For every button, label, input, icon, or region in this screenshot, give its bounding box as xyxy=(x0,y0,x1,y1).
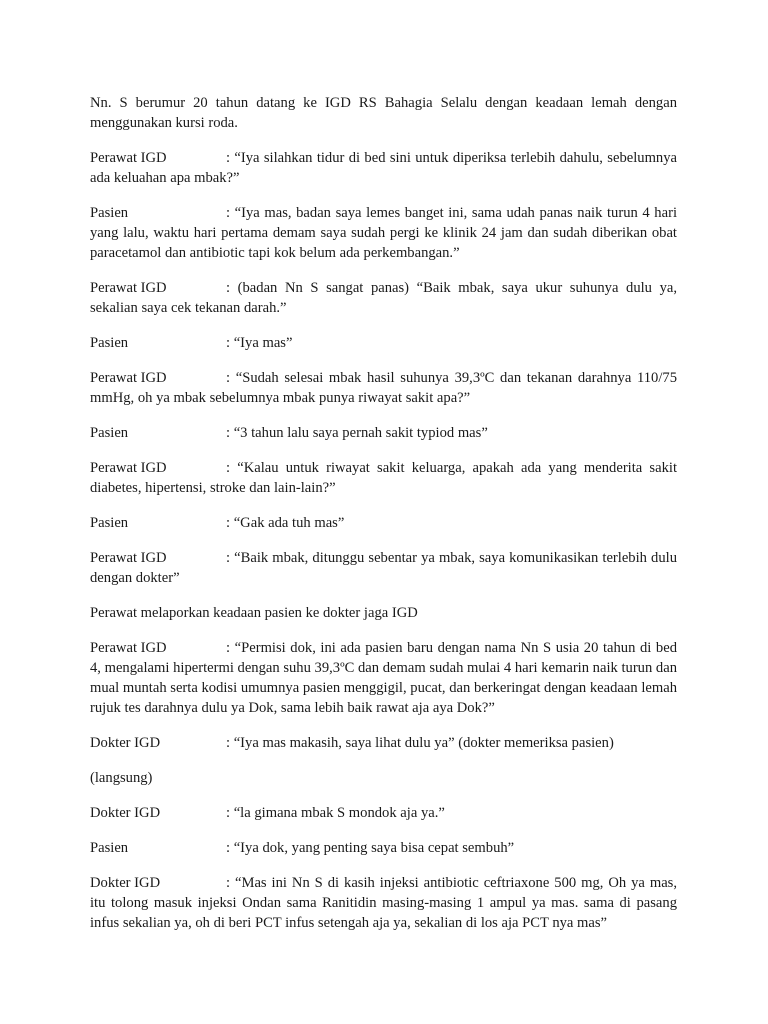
dialogue-line xyxy=(90,278,677,318)
dialogue-line xyxy=(90,873,677,933)
dialogue-line xyxy=(90,368,677,408)
dialogue-text: : “Iya silahkan tidur di bed sini untuk diperiksa terlebih dahulu, sebelumnya ada keluahan apa mbak?” xyxy=(90,150,677,186)
document-body xyxy=(90,93,677,948)
speaker-label: Pasien xyxy=(90,205,129,221)
speaker-label: Perawat IGD xyxy=(90,280,167,296)
dialogue-line xyxy=(90,838,677,858)
dialogue-line xyxy=(90,458,677,498)
dialogue-line xyxy=(90,733,677,753)
dialogue-text: : “la gimana mbak S mondok aja ya.” xyxy=(226,805,445,821)
direct-narration: (langsung) xyxy=(90,770,153,786)
dialogue-text: : (badan Nn S sangat panas) “Baik mbak, saya ukur suhunya dulu ya, sekalian saya cek tekanan darah.” xyxy=(90,280,677,316)
dialogue-line xyxy=(90,333,677,353)
dialogue-text: : “Gak ada tuh mas” xyxy=(226,515,345,531)
dialogue-line xyxy=(90,638,677,718)
speaker-label: Pasien xyxy=(90,840,129,856)
report-narration: Perawat melaporkan keadaan pasien ke dokter jaga IGD xyxy=(90,605,418,621)
dialogue-text: : “Sudah selesai mbak hasil suhunya 39,3ºC dan tekanan darahnya 110/75 mmHg, oh ya mbak sebelumnya mbak punya riwayat sakit apa?” xyxy=(90,370,677,406)
speaker-label: Perawat IGD xyxy=(90,370,167,386)
speaker-label: Dokter IGD xyxy=(90,805,161,821)
dialogue-line xyxy=(90,423,677,443)
speaker-label: Dokter IGD xyxy=(90,875,161,891)
dialogue-text: : “Iya mas, badan saya lemes banget ini, sama udah panas naik turun 4 hari yang lalu, waktu hari pertama demam saya sudah pergi ke klinik 24 jam dan sudah diberikan obat paracetamol dan antibiotic tapi kok belum ada perkembangan.” xyxy=(90,205,677,261)
dialogue-line xyxy=(90,513,677,533)
dialogue-text: : “Iya mas” xyxy=(226,335,293,351)
dialogue-text: : “Mas ini Nn S di kasih injeksi antibiotic ceftriaxone 500 mg, Oh ya mas, itu tolong masuk injeksi Ondan sama Ranitidin masing-masing 1 ampul ya mas. sama di pasang infus sekalian ya, oh di beri PCT infus setengah aja ya, sekalian di los aja PCT nya mas” xyxy=(90,875,677,931)
dialogue-text: : “Iya mas makasih, saya lihat dulu ya” (dokter memeriksa pasien) xyxy=(226,735,614,751)
speaker-label: Perawat IGD xyxy=(90,150,167,166)
speaker-label: Perawat IGD xyxy=(90,550,167,566)
dialogue-line xyxy=(90,803,677,823)
dialogue-line xyxy=(90,203,677,263)
dialogue-text: : “Kalau untuk riwayat sakit keluarga, apakah ada yang menderita sakit diabetes, hipertensi, stroke dan lain-lain?” xyxy=(90,460,677,496)
dialogue-text: : “Iya dok, yang penting saya bisa cepat sembuh” xyxy=(226,840,515,856)
dialogue-text: : “Permisi dok, ini ada pasien baru dengan nama Nn S usia 20 tahun di bed 4, mengalami hipertermi dengan suhu 39,3ºC dan demam sudah mulai 4 hari kemarin naik turun dan mual muntah serta kodisi umumnya pasien menggigil, pucat, dan berkeringat dengan keadaan lemah rujuk tes darahnya dulu ya Dok, sama lebih baik rawat aja aya Dok?” xyxy=(90,640,677,716)
dialogue-text: : “3 tahun lalu saya pernah sakit typiod mas” xyxy=(226,425,488,441)
speaker-label: Pasien xyxy=(90,335,129,351)
speaker-label: Dokter IGD xyxy=(90,735,161,751)
speaker-label: Perawat IGD xyxy=(90,460,167,476)
intro-paragraph: Nn. S berumur 20 tahun datang ke IGD RS Bahagia Selalu dengan keadaan lemah dengan menggunakan kursi roda. xyxy=(90,95,677,131)
speaker-label: Perawat IGD xyxy=(90,640,167,656)
dialogue-line xyxy=(90,548,677,588)
speaker-label: Pasien xyxy=(90,425,129,441)
dialogue-text: : “Baik mbak, ditunggu sebentar ya mbak, saya komunikasikan terlebih dulu dengan dokter” xyxy=(90,550,677,586)
dialogue-line xyxy=(90,148,677,188)
speaker-label: Pasien xyxy=(90,515,129,531)
